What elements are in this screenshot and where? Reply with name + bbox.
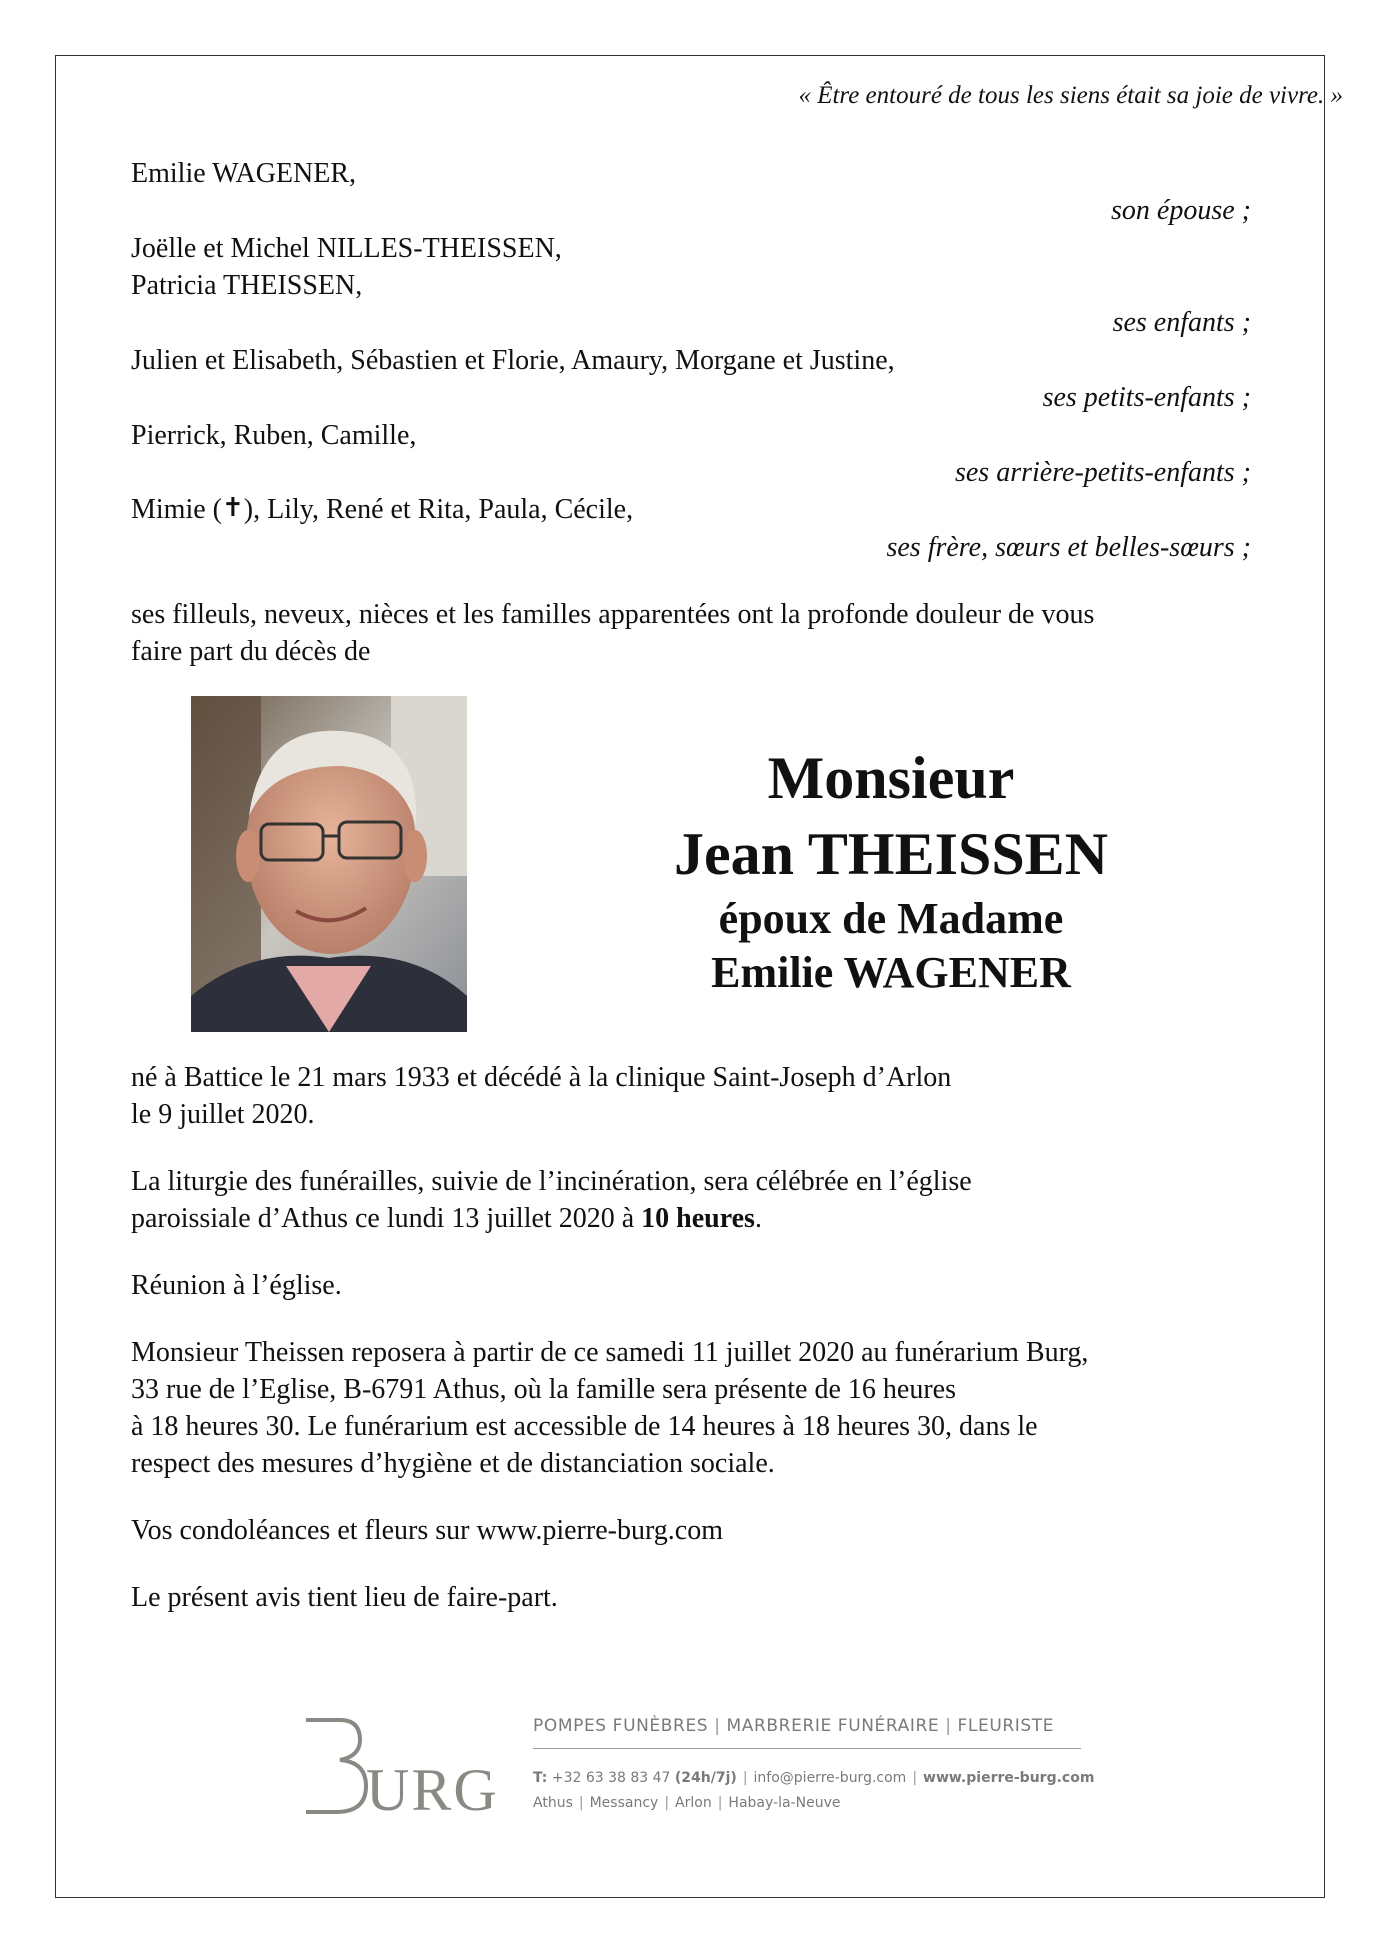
liturgy-time: 10 heures	[641, 1203, 755, 1234]
spouse-role: son épouse ;	[1111, 195, 1251, 226]
announcement-line-2: faire part du décès de	[131, 636, 371, 667]
location-item: Messancy	[589, 1795, 659, 1811]
announcement-line-1: ses filleuls, neveux, nièces et les familles apparentées ont la profonde douleur de vous	[131, 599, 1095, 630]
deceased-title-block	[621, 740, 1161, 1000]
children-role: ses enfants ;	[1112, 307, 1251, 338]
deceased-honorific: Monsieur	[767, 745, 1015, 811]
liturgy-line-2	[131, 1200, 762, 1237]
liturgy-line-1: La liturgie des funérailles, suivie de l’incinération, sera célébrée en l’église	[131, 1166, 972, 1197]
siblings-role: ses frère, sœurs et belles-sœurs ;	[886, 532, 1251, 563]
birth-death-line-1: né à Battice le 21 mars 1933 et décédé à la clinique Saint-Joseph d’Arlon	[131, 1062, 952, 1093]
service-masonry: MARBRERIE FUNÉRAIRE	[726, 1716, 940, 1736]
spouse-name: Emilie WAGENER,	[131, 158, 357, 189]
deceased-name: Jean THEISSEN	[673, 821, 1109, 887]
cross-icon: ✝	[222, 493, 244, 522]
location-item: Habay-la-Neuve	[728, 1795, 841, 1811]
children-line-1: Joëlle et Michel NILLES-THEISSEN,	[131, 233, 562, 264]
deceased-spouse-line-2: Emilie WAGENER	[711, 948, 1071, 997]
epigraph-quote: « Être entouré de tous les siens était sa joie de vivre. »	[798, 82, 1343, 109]
siblings-pre: Mimie (	[131, 494, 222, 525]
great-grandchildren: Pierrick, Ruben, Camille,	[131, 420, 417, 451]
visitation-line-3: à 18 heures 30. Le funérarium est accessible de 14 heures à 18 heures 30, dans le	[131, 1411, 1038, 1442]
footer-email[interactable]: info@pierre-burg.com	[753, 1770, 907, 1786]
birth-death-line-2: le 9 juillet 2020.	[131, 1099, 315, 1130]
footer-locations: Athus | Messancy | Arlon | Habay-la-Neuve	[533, 1795, 841, 1811]
great-grandchildren-role: ses arrière-petits-enfants ;	[954, 457, 1251, 488]
svg-text:URG: URG	[366, 1757, 499, 1823]
phone-hours: (24h/7j)	[674, 1770, 737, 1786]
service-funeral: POMPES FUNÈBRES	[533, 1716, 709, 1736]
footer-website[interactable]: www.pierre-burg.com	[923, 1770, 1095, 1786]
visitation-line-1: Monsieur Theissen reposera à partir de ce samedi 11 juillet 2020 au funérarium Burg,	[131, 1337, 1089, 1368]
location-item: Athus	[533, 1795, 573, 1811]
phone-number[interactable]: +32 63 38 83 47	[551, 1770, 671, 1786]
liturgy-line-2-end: .	[754, 1203, 762, 1234]
service-florist: FLEURISTE	[957, 1716, 1055, 1736]
footer-contact: T: +32 63 38 83 47 (24h/7j) | info@pierre-burg.com | www.pierre-burg.com	[533, 1770, 1095, 1786]
visitation-line-4: respect des mesures d’hygiène et de distanciation sociale.	[131, 1448, 775, 1479]
condolences-note: Vos condoléances et fleurs sur www.pierre-burg.com	[131, 1515, 723, 1546]
burg-logo	[300, 1716, 499, 1823]
grandchildren-role: ses petits-enfants ;	[1042, 382, 1251, 413]
children-line-2: Patricia THEISSEN,	[131, 270, 363, 301]
siblings-post: ), Lily, René et Rita, Paula, Cécile,	[243, 494, 634, 525]
portrait-photo	[191, 696, 467, 1032]
meeting-note: Réunion à l’église.	[131, 1270, 342, 1301]
notice-statement: Le présent avis tient lieu de faire-part.	[131, 1582, 558, 1613]
visitation-line-2: 33 rue de l’Eglise, B-6791 Athus, où la famille sera présente de 16 heures	[131, 1374, 956, 1405]
deceased-spouse-line-1: époux de Madame	[718, 894, 1064, 943]
footer-services: POMPES FUNÈBRES | MARBRERIE FUNÉRAIRE | FLEURISTE	[533, 1716, 1055, 1736]
location-item: Arlon	[675, 1795, 712, 1811]
grandchildren: Julien et Elisabeth, Sébastien et Florie, Amaury, Morgane et Justine,	[131, 345, 895, 376]
siblings	[131, 491, 633, 528]
liturgy-line-2-text: paroissiale d’Athus ce lundi 13 juillet 2020 à	[131, 1203, 642, 1234]
phone-label: T:	[533, 1770, 548, 1786]
footer-divider	[533, 1748, 1081, 1749]
